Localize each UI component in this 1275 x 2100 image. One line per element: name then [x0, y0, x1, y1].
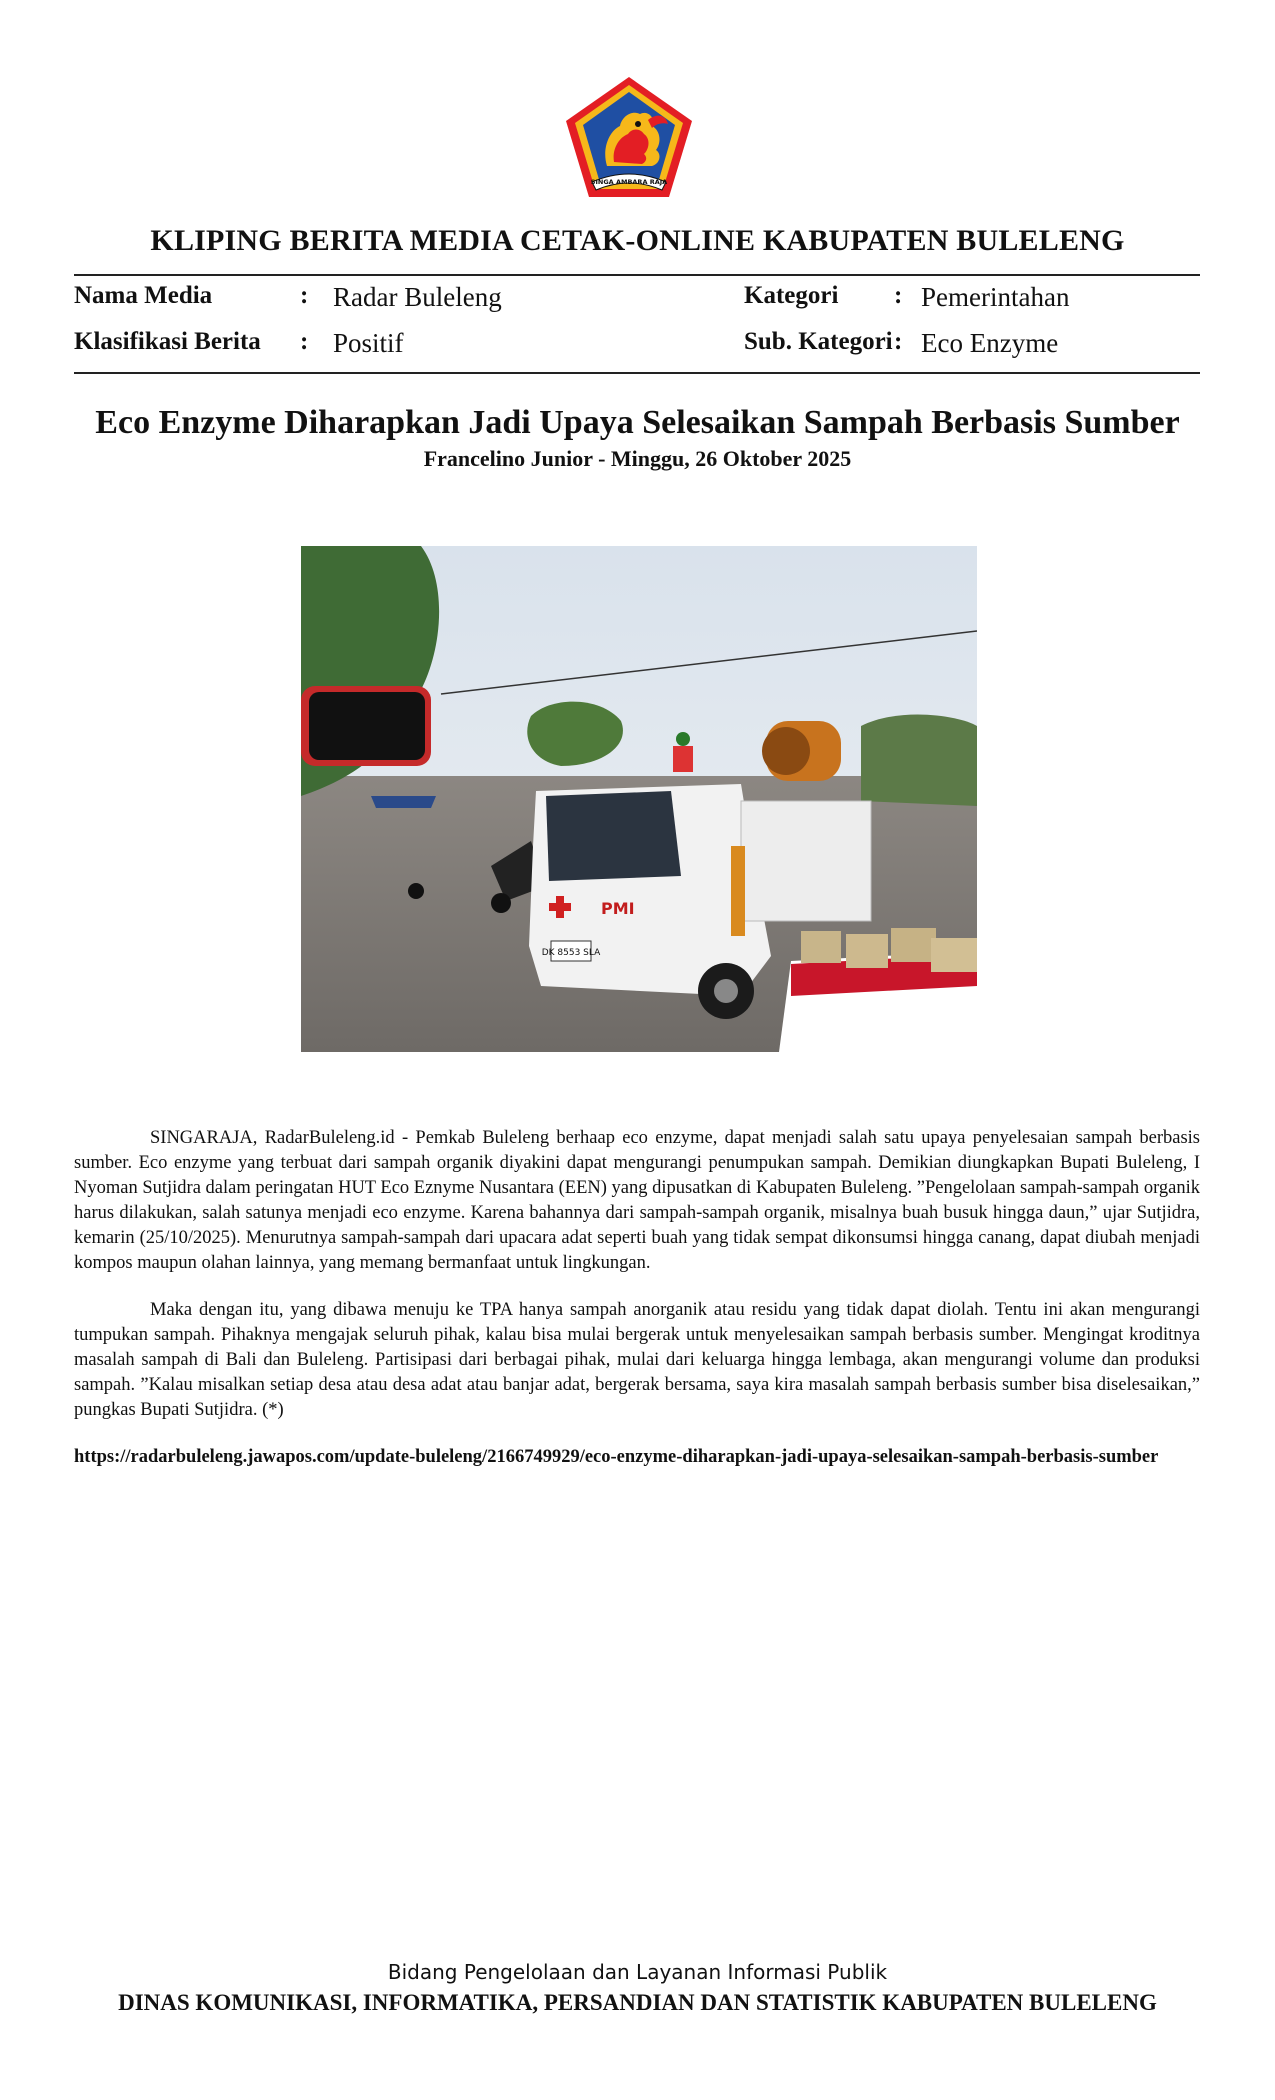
emblem-motto: SINGA AMBARA RAJA [590, 178, 668, 186]
klasifikasi-value: Positif [333, 328, 404, 358]
meta-row-1 [74, 282, 1200, 318]
subkategori-label: Sub. Kategori [744, 328, 893, 355]
media-label: Nama Media [74, 282, 213, 309]
subkategori-colon: : [894, 328, 903, 355]
footer-agency: DINAS KOMUNIKASI, INFORMATIKA, PERSANDIAN DAN STATISTIK KABUPATEN BULELENG [118, 1990, 1157, 2015]
media-colon: : [300, 282, 309, 309]
klasifikasi-label: Klasifikasi Berita [74, 328, 261, 355]
kategori-colon: : [894, 282, 903, 309]
article-byline: Francelino Junior - Minggu, 26 Oktober 2025 [423, 446, 852, 471]
article-body [74, 1126, 1200, 1492]
article-photo [301, 546, 977, 1052]
footer-department: Bidang Pengelolaan dan Layanan Informasi Publik [387, 1960, 888, 1984]
photo-plate: DK 8553 SLA [541, 948, 601, 958]
article-paragraph-2: Maka dengan itu, yang dibawa menuju ke TPA hanya sampah anorganik atau residu yang tidak dapat diolah. Tentu ini akan mengurangi tumpukan sampah. Pihaknya mengajak seluruh pihak, kalau bisa mulai bergerak untuk menyelesaikan sampah berbasis sumber. Mengingat kroditnya masalah sampah di Bali dan Buleleng. Partisipasi dari berbagai pihak, mulai dari keluarga hingga lembaga, akan mengurangi volume dan produksi sampah. ”Kalau misalkan setiap desa atau desa adat atau banjar adat, bergerak bersama, saya kira masalah sampah berbasis sumber bisa diselesaikan,” pungkas Bupati Sutjidra. (*) [74, 1300, 1200, 1420]
klasifikasi-colon: : [300, 328, 309, 355]
meta-row-2 [74, 328, 1200, 364]
media-value: Radar Buleleng [333, 282, 502, 312]
kategori-value: Pemerintahan [921, 282, 1070, 312]
article-headline: Eco Enzyme Diharapkan Jadi Upaya Selesaikan Sampah Berbasis Sumber [95, 404, 1180, 441]
article-paragraph-1: SINGARAJA, RadarBuleleng.id - Pemkab Buleleng berhaap eco enzyme, dapat menjadi salah satu upaya penyelesaian sampah berbasis sumber. Eco enzyme yang terbuat dari sampah organik diyakini dapat mengurangi penumpukan sampah. Demikian diungkapkan Bupati Buleleng, I Nyoman Sutjidra dalam peringatan HUT Eco Eznyme Nusantara (EEN) yang dipusatkan di Kabupaten Buleleng. ”Pengelolaan sampah-sampah organik harus dilakukan, salah satunya menjadi eco enzyme. Karena bahannya dari sampah-sampah organik, misalnya buah busuk hingga daun,” ujar Sutjidra, kemarin (25/10/2025). Menurutnya sampah-sampah dari upacara adat seperti buah yang tidak sempat dikonsumsi hingga canang, dapat diubah menjadi kompos maupun olahan lainnya, yang memang bermanfaat untuk lingkungan. [74, 1128, 1200, 1273]
meta-divider [74, 372, 1200, 374]
photo-vehicle-text: PMI [601, 899, 635, 918]
source-link[interactable]: https://radarbuleleng.jawapos.com/update-buleleng/2166749929/eco-enzyme-diharapkan-jadi-upaya-selesaikan-sampah-berbasis-sumber [74, 1447, 1159, 1467]
top-divider [74, 274, 1200, 276]
page-title: KLIPING BERITA MEDIA CETAK-ONLINE KABUPATEN BULELENG [150, 224, 1125, 257]
subkategori-value: Eco Enzyme [921, 328, 1059, 358]
kabupaten-emblem-icon [562, 74, 696, 200]
kategori-label: Kategori [744, 282, 839, 309]
